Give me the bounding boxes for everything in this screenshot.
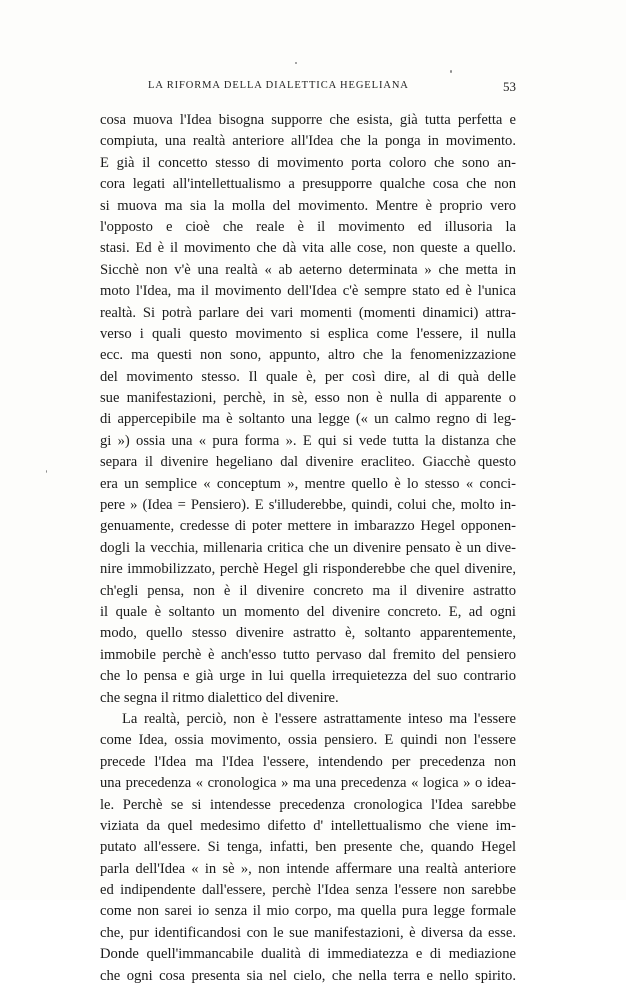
text-line: le. Perchè se si intendesse precedenza cronologica l'Idea sarebbe [100,796,516,813]
text-line: ed indipendente dall'essere, perchè l'Idea senza l'essere non sarebbe [100,882,516,899]
text-line: Sicchè non v'è una realtà « ab aeterno determinata » che metta in [100,261,516,278]
text-line: che lo pensa e già urge in lui quella irrequietezza del suo contrario [100,668,516,685]
text-line: una precedenza « cronologica » ma una precedenza « logica » o idea- [100,775,516,792]
text-line: putato all'essere. Si tenga, infatti, ben presente che, quando Hegel [100,839,516,856]
paragraph-start-line: La realtà, perciò, non è l'essere astrattamente inteso ma l'essere [122,710,516,727]
text-line: Donde quell'immancabile dualità di immediatezza e di mediazione [100,946,516,963]
text-line: pere » (Idea = Pensiero). E s'illuderebbe, quindi, colui che, molto in- [100,497,516,514]
text-line: come non sarei io senza il mio corpo, ma quella pura legge formale [100,903,516,920]
text-line: nire immobilizzato, perchè Hegel gli risponderebbe che quel divenire, [100,561,516,578]
text-line: cora legati all'intellettualismo a presupporre qualche cosa che non [100,176,516,193]
text-line: stasi. Ed è il movimento che dà vita alle cose, non queste a quello. [100,240,516,257]
text-line: gi ») ossia una « pura forma ». E qui si vede tutta la distanza che [100,432,516,449]
text-line: parla dell'Idea « in sè », non intende affermare una realtà anteriore [100,860,516,877]
text-line: E già il concetto stesso di movimento porta coloro che sono an- [100,154,516,171]
text-line: si muova ma sia la molla del movimento. Mentre è proprio vero [100,197,516,214]
text-line: l'opposto e cioè che reale è il movimento ed illusoria la [100,218,516,235]
text-line: ch'egli pensa, non è il divenire concreto ma il divenire astratto [100,582,516,599]
text-line: come Idea, ossia movimento, ossia pensiero. E quindi non l'essere [100,732,516,749]
text-line: compiuta, una realtà anteriore all'Idea che la ponga in movimento. [100,133,516,150]
paragraph-end-line: che segna il ritmo dialettico del divenire. [100,689,339,706]
text-line: separa il divenire hegeliano dal divenire eracliteo. Giacchè questo [100,454,516,471]
text-line: il quale è soltanto un momento del divenire concreto. E, ad ogni [100,603,516,620]
page-header [100,80,516,100]
page-number: 53 [503,79,516,94]
text-line: ecc. ma questi non sono, appunto, altro che la fenomenizzazione [100,347,516,364]
text-line: era un semplice « conceptum », mentre quello è lo stesso « conci- [100,475,516,492]
text-line: dogli la vecchia, millenaria critica che un divenire pensato è un dive- [100,539,516,556]
text-line: di appercepibile ma è soltanto una legge (« un calmo regno di leg- [100,411,516,428]
paper-speck [46,470,47,473]
running-title: LA RIFORMA DELLA DIALETTICA HEGELIANA [148,80,409,91]
text-line: immobile perchè è anch'esso tutto pervaso dal fremito del pensiero [100,646,516,663]
text-line: precede l'Idea ma l'Idea l'essere, intendendo per precedenza non [100,753,516,770]
text-line: verso i quali questo movimento si esplica come l'essere, il nulla [100,325,516,342]
text-line: sue manifestazioni, perchè, in sè, esso non è nulla di apparente o [100,390,516,407]
text-line: realtà. Si potrà parlare dei vari momenti (momenti dinamici) attra- [100,304,516,321]
paper-speck [295,62,297,64]
text-line: del movimento stesso. Il quale è, per così dire, al di quà delle [100,368,516,385]
paper-speck [450,70,452,73]
text-line: che, pur identificandosi con le sue manifestazioni, è diversa da esse. [100,924,516,941]
text-line: viziata da quel medesimo difetto d' intellettualismo che viene im- [100,817,516,834]
text-line: che ogni cosa presenta sia nel cielo, che nella terra e nello spirito. [100,967,516,984]
body-text [100,110,516,987]
text-line: cosa muova l'Idea bisogna supporre che esista, già tutta perfetta e [100,112,516,128]
text-line: moto l'Idea, ma il movimento dell'Idea c'è sempre stato ed è l'unica [100,283,516,300]
text-line: genuamente, credesse di poter mettere in imbarazzo Hegel opponen- [100,518,516,535]
text-line: modo, quello stesso divenire astratto è, soltanto apparentemente, [100,625,516,642]
